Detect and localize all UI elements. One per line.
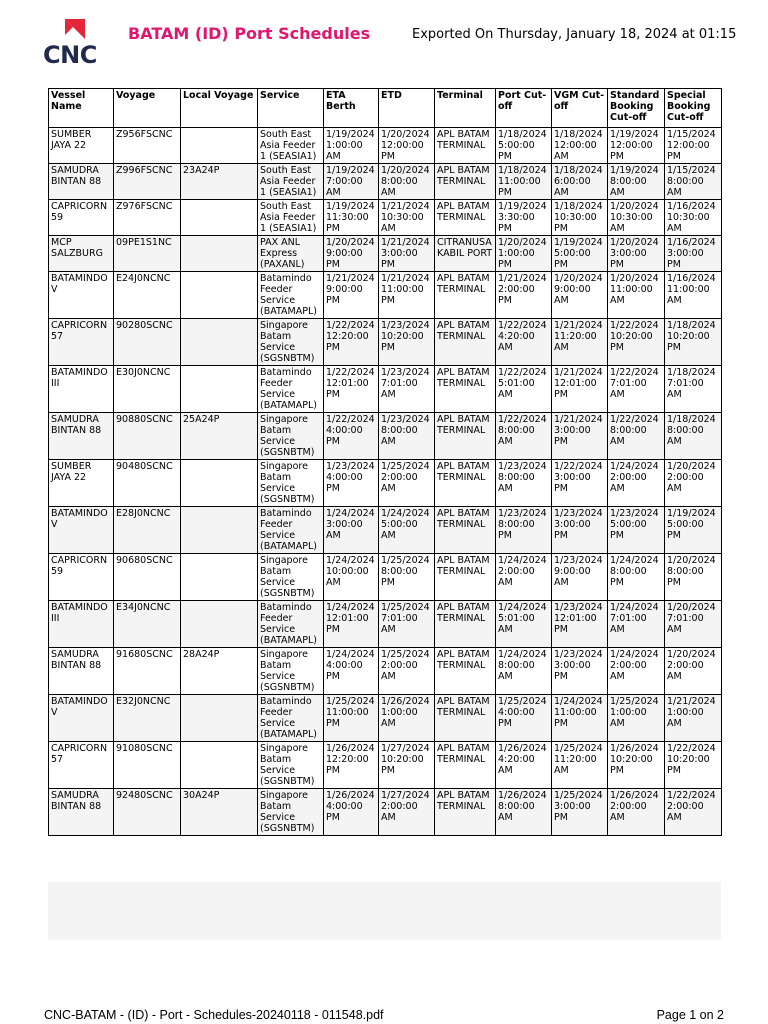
table-cell: Singapore Batam Service (SGSNBTM) (258, 319, 324, 366)
table-cell: 1/19/2024 5:00:00 PM (665, 507, 722, 554)
table-cell (181, 507, 258, 554)
table-cell: 1/20/2024 1:00:00 PM (496, 236, 552, 272)
table-cell: SAMUDRA BINTAN 88 (49, 648, 114, 695)
table-cell: BATAMINDO V (49, 695, 114, 742)
table-cell: 91680SCNC (114, 648, 181, 695)
table-cell: 1/26/2024 8:00:00 AM (496, 789, 552, 836)
table-row (49, 164, 722, 200)
table-cell: 1/19/2024 3:30:00 PM (496, 200, 552, 236)
table-cell: MCP SALZBURG (49, 236, 114, 272)
table-cell: APL BATAM TERMINAL (435, 742, 496, 789)
table-cell: BATAMINDO V (49, 272, 114, 319)
table-cell: 1/20/2024 10:30:00 AM (608, 200, 665, 236)
table-cell: 1/22/2024 3:00:00 PM (552, 460, 608, 507)
table-cell: 1/24/2024 5:01:00 AM (496, 601, 552, 648)
table-cell: 1/18/2024 7:01:00 AM (665, 366, 722, 413)
table-cell: 1/24/2024 8:00:00 AM (496, 648, 552, 695)
table-cell: 1/20/2024 11:00:00 AM (608, 272, 665, 319)
table-cell: 1/18/2024 6:00:00 AM (552, 164, 608, 200)
table-cell: SAMUDRA BINTAN 88 (49, 164, 114, 200)
table-cell: 1/24/2024 2:00:00 AM (608, 648, 665, 695)
table-cell: 1/23/2024 8:00:00 AM (496, 460, 552, 507)
table-cell: 23A24P (181, 164, 258, 200)
table-row (49, 554, 722, 601)
table-cell: Singapore Batam Service (SGSNBTM) (258, 554, 324, 601)
table-cell: 1/16/2024 3:00:00 PM (665, 236, 722, 272)
table-row (49, 648, 722, 695)
table-cell: 1/26/2024 10:20:00 PM (608, 742, 665, 789)
table-row (49, 601, 722, 648)
table-cell: 1/27/2024 2:00:00 AM (379, 789, 435, 836)
table-cell: 1/22/2024 10:20:00 PM (665, 742, 722, 789)
table-cell: 90280SCNC (114, 319, 181, 366)
table-cell: 1/19/2024 7:00:00 AM (324, 164, 379, 200)
column-header: Service (258, 89, 324, 128)
table-cell: 1/22/2024 2:00:00 AM (665, 789, 722, 836)
table-cell: 1/24/2024 10:00:00 AM (324, 554, 379, 601)
table-cell: 1/18/2024 10:30:00 PM (552, 200, 608, 236)
table-cell: 09PE1S1NC (114, 236, 181, 272)
column-header: Terminal (435, 89, 496, 128)
table-cell: 91080SCNC (114, 742, 181, 789)
table-cell: 30A24P (181, 789, 258, 836)
cnc-logo (43, 17, 109, 69)
table-cell: 1/19/2024 5:00:00 PM (552, 236, 608, 272)
table-cell (181, 319, 258, 366)
table-cell: Singapore Batam Service (SGSNBTM) (258, 413, 324, 460)
table-cell: BATAMINDO III (49, 366, 114, 413)
table-cell: 90880SCNC (114, 413, 181, 460)
schedule-table (48, 88, 722, 836)
table-cell: 1/23/2024 3:00:00 PM (552, 648, 608, 695)
table-cell (181, 366, 258, 413)
table-cell: 1/23/2024 7:01:00 AM (379, 366, 435, 413)
table-cell: 1/26/2024 2:00:00 AM (608, 789, 665, 836)
table-row (49, 128, 722, 164)
table-cell: 1/25/2024 7:01:00 AM (379, 601, 435, 648)
table-cell: E34J0NCNC (114, 601, 181, 648)
table-cell: 1/25/2024 11:20:00 AM (552, 742, 608, 789)
table-cell: 1/18/2024 10:20:00 PM (665, 319, 722, 366)
table-cell: 90480SCNC (114, 460, 181, 507)
table-row (49, 200, 722, 236)
table-cell: SUMBER JAYA 22 (49, 128, 114, 164)
table-body (49, 128, 722, 836)
column-header: Local Voyage (181, 89, 258, 128)
table-cell: APL BATAM TERMINAL (435, 164, 496, 200)
table-cell: 1/25/2024 3:00:00 PM (552, 789, 608, 836)
table-cell: Batamindo Feeder Service (BATAMAPL) (258, 601, 324, 648)
table-cell: APL BATAM TERMINAL (435, 366, 496, 413)
table-cell: 1/23/2024 9:00:00 AM (552, 554, 608, 601)
table-cell: Batamindo Feeder Service (BATAMAPL) (258, 366, 324, 413)
table-cell: 25A24P (181, 413, 258, 460)
table-cell: E24J0NCNC (114, 272, 181, 319)
table-cell: APL BATAM TERMINAL (435, 200, 496, 236)
table-cell: 1/16/2024 10:30:00 AM (665, 200, 722, 236)
table-row (49, 695, 722, 742)
table-cell: Singapore Batam Service (SGSNBTM) (258, 789, 324, 836)
table-cell: 1/21/2024 1:00:00 AM (665, 695, 722, 742)
table-cell: 1/18/2024 12:00:00 AM (552, 128, 608, 164)
table-cell: 1/18/2024 11:00:00 PM (496, 164, 552, 200)
table-cell: 1/23/2024 8:00:00 AM (379, 413, 435, 460)
table-cell: 1/20/2024 2:00:00 AM (665, 648, 722, 695)
table-cell: 1/22/2024 5:01:00 AM (496, 366, 552, 413)
table-header-row (49, 89, 722, 128)
table-cell: E28J0NCNC (114, 507, 181, 554)
table-cell: 1/23/2024 4:00:00 PM (324, 460, 379, 507)
table-row (49, 460, 722, 507)
table-cell: 1/15/2024 8:00:00 AM (665, 164, 722, 200)
table-cell: 1/15/2024 12:00:00 PM (665, 128, 722, 164)
table-cell: 1/23/2024 12:01:00 PM (552, 601, 608, 648)
table-cell: APL BATAM TERMINAL (435, 507, 496, 554)
table-cell: 1/24/2024 2:00:00 AM (496, 554, 552, 601)
column-header: ETA Berth (324, 89, 379, 128)
table-cell: CAPRICORN 59 (49, 554, 114, 601)
table-cell: 1/18/2024 8:00:00 AM (665, 413, 722, 460)
table-cell: 1/26/2024 12:20:00 PM (324, 742, 379, 789)
table-cell: APL BATAM TERMINAL (435, 648, 496, 695)
table-cell (181, 742, 258, 789)
table-cell: 92480SCNC (114, 789, 181, 836)
table-cell: APL BATAM TERMINAL (435, 789, 496, 836)
table-cell: APL BATAM TERMINAL (435, 460, 496, 507)
table-cell: South East Asia Feeder 1 (SEASIA1) (258, 200, 324, 236)
table-cell: APL BATAM TERMINAL (435, 554, 496, 601)
table-cell: 1/20/2024 9:00:00 AM (552, 272, 608, 319)
column-header: Port Cut-off (496, 89, 552, 128)
table-cell: 1/24/2024 11:00:00 PM (552, 695, 608, 742)
table-cell: 1/21/2024 3:00:00 PM (379, 236, 435, 272)
table-cell (181, 695, 258, 742)
table-row (49, 413, 722, 460)
table-cell: BATAMINDO V (49, 507, 114, 554)
column-header: VGM Cut-off (552, 89, 608, 128)
table-footer-band (48, 882, 721, 940)
table-cell: 1/20/2024 3:00:00 PM (608, 236, 665, 272)
table-cell: 1/22/2024 10:20:00 PM (608, 319, 665, 366)
table-cell: 1/21/2024 9:00:00 PM (324, 272, 379, 319)
table-cell: 1/24/2024 8:00:00 PM (608, 554, 665, 601)
table-cell: SUMBER JAYA 22 (49, 460, 114, 507)
table-cell: 1/26/2024 4:00:00 PM (324, 789, 379, 836)
table-cell (181, 236, 258, 272)
table-cell: 1/19/2024 11:30:00 PM (324, 200, 379, 236)
table-cell (181, 200, 258, 236)
table-cell: 1/18/2024 5:00:00 PM (496, 128, 552, 164)
table-row (49, 236, 722, 272)
table-cell: South East Asia Feeder 1 (SEASIA1) (258, 164, 324, 200)
table-cell: 1/20/2024 2:00:00 AM (665, 460, 722, 507)
table-cell: BATAMINDO III (49, 601, 114, 648)
table-cell: E30J0NCNC (114, 366, 181, 413)
footer-filename: CNC-BATAM - (ID) - Port - Schedules-20240118 - 011548.pdf (44, 1008, 384, 1022)
column-header: Vessel Name (49, 89, 114, 128)
table-cell: 1/22/2024 7:01:00 AM (608, 366, 665, 413)
table-cell: APL BATAM TERMINAL (435, 601, 496, 648)
table-cell: 1/24/2024 12:01:00 PM (324, 601, 379, 648)
table-row (49, 507, 722, 554)
table-cell: 1/22/2024 4:00:00 PM (324, 413, 379, 460)
column-header: Voyage (114, 89, 181, 128)
table-row (49, 272, 722, 319)
table-cell: Singapore Batam Service (SGSNBTM) (258, 460, 324, 507)
table-cell: Batamindo Feeder Service (BATAMAPL) (258, 272, 324, 319)
table-row (49, 789, 722, 836)
table-cell: 1/21/2024 10:30:00 AM (379, 200, 435, 236)
table-cell: Z996FSCNC (114, 164, 181, 200)
table-cell: 1/25/2024 4:00:00 PM (496, 695, 552, 742)
table-cell: Batamindo Feeder Service (BATAMAPL) (258, 507, 324, 554)
table-cell: 1/22/2024 8:00:00 AM (608, 413, 665, 460)
table-cell: CAPRICORN 57 (49, 742, 114, 789)
table-cell: 1/21/2024 2:00:00 PM (496, 272, 552, 319)
table-cell: Singapore Batam Service (SGSNBTM) (258, 742, 324, 789)
table-cell: 1/26/2024 1:00:00 AM (379, 695, 435, 742)
table-cell: 1/22/2024 4:20:00 AM (496, 319, 552, 366)
table-cell (181, 460, 258, 507)
table-cell: 1/24/2024 5:00:00 AM (379, 507, 435, 554)
table-cell: 1/22/2024 12:01:00 PM (324, 366, 379, 413)
column-header: Special Booking Cut-off (665, 89, 722, 128)
table-cell: SAMUDRA BINTAN 88 (49, 413, 114, 460)
table-cell: 1/20/2024 8:00:00 PM (665, 554, 722, 601)
table-cell: 1/23/2024 10:20:00 PM (379, 319, 435, 366)
table-cell (181, 272, 258, 319)
table-cell: Singapore Batam Service (SGSNBTM) (258, 648, 324, 695)
table-cell: 1/21/2024 3:00:00 PM (552, 413, 608, 460)
table-cell: APL BATAM TERMINAL (435, 272, 496, 319)
table-cell: 1/24/2024 4:00:00 PM (324, 648, 379, 695)
table-cell: 1/19/2024 8:00:00 AM (608, 164, 665, 200)
table-cell: 1/25/2024 2:00:00 AM (379, 648, 435, 695)
footer-page-number: Page 1 on 2 (656, 1008, 724, 1022)
table-cell: 1/20/2024 7:01:00 AM (665, 601, 722, 648)
table-row (49, 742, 722, 789)
column-header: Standard Booking Cut-off (608, 89, 665, 128)
export-timestamp: Exported On Thursday, January 18, 2024 at 01:15 (412, 27, 737, 42)
table-cell: 1/27/2024 10:20:00 PM (379, 742, 435, 789)
table-row (49, 319, 722, 366)
table-row (49, 366, 722, 413)
table-cell: CITRANUSA KABIL PORT (435, 236, 496, 272)
table-cell: 1/22/2024 12:20:00 PM (324, 319, 379, 366)
table-cell: 1/24/2024 7:01:00 AM (608, 601, 665, 648)
page-title: BATAM (ID) Port Schedules (128, 24, 371, 43)
table-cell: 1/23/2024 8:00:00 PM (496, 507, 552, 554)
table-cell: 1/21/2024 11:20:00 AM (552, 319, 608, 366)
table-cell: 1/20/2024 9:00:00 PM (324, 236, 379, 272)
table-cell: 1/19/2024 12:00:00 PM (608, 128, 665, 164)
table-cell: APL BATAM TERMINAL (435, 413, 496, 460)
table-cell: 1/21/2024 12:01:00 PM (552, 366, 608, 413)
table-cell: 1/25/2024 1:00:00 AM (608, 695, 665, 742)
table-cell: 1/25/2024 2:00:00 AM (379, 460, 435, 507)
table-cell: 1/20/2024 12:00:00 PM (379, 128, 435, 164)
table-cell: 1/22/2024 8:00:00 AM (496, 413, 552, 460)
table-cell: 1/23/2024 5:00:00 PM (608, 507, 665, 554)
table-cell: SAMUDRA BINTAN 88 (49, 789, 114, 836)
table-cell: Batamindo Feeder Service (BATAMAPL) (258, 695, 324, 742)
table-cell: 1/24/2024 2:00:00 AM (608, 460, 665, 507)
table-cell: 1/26/2024 4:20:00 AM (496, 742, 552, 789)
table-cell: APL BATAM TERMINAL (435, 695, 496, 742)
table-cell: 28A24P (181, 648, 258, 695)
table-cell: 1/21/2024 11:00:00 PM (379, 272, 435, 319)
logo-text: CNC (43, 41, 97, 69)
table-cell: APL BATAM TERMINAL (435, 128, 496, 164)
table-cell (181, 601, 258, 648)
table-cell: APL BATAM TERMINAL (435, 319, 496, 366)
table-cell: South East Asia Feeder 1 (SEASIA1) (258, 128, 324, 164)
table-cell: 1/24/2024 3:00:00 AM (324, 507, 379, 554)
table-cell: CAPRICORN 59 (49, 200, 114, 236)
table-cell: 90680SCNC (114, 554, 181, 601)
table-cell: Z976FSCNC (114, 200, 181, 236)
table-cell: 1/20/2024 8:00:00 AM (379, 164, 435, 200)
table-cell: 1/23/2024 3:00:00 PM (552, 507, 608, 554)
table-cell: Z956FSCNC (114, 128, 181, 164)
table-cell: CAPRICORN 57 (49, 319, 114, 366)
table-cell (181, 128, 258, 164)
table-cell: 1/19/2024 1:00:00 AM (324, 128, 379, 164)
flag-icon (63, 17, 87, 41)
table-cell: 1/25/2024 11:00:00 PM (324, 695, 379, 742)
table-cell: 1/25/2024 8:00:00 PM (379, 554, 435, 601)
column-header: ETD (379, 89, 435, 128)
table-cell: E32J0NCNC (114, 695, 181, 742)
table-cell: 1/16/2024 11:00:00 AM (665, 272, 722, 319)
table-cell: PAX ANL Express (PAXANL) (258, 236, 324, 272)
table-cell (181, 554, 258, 601)
